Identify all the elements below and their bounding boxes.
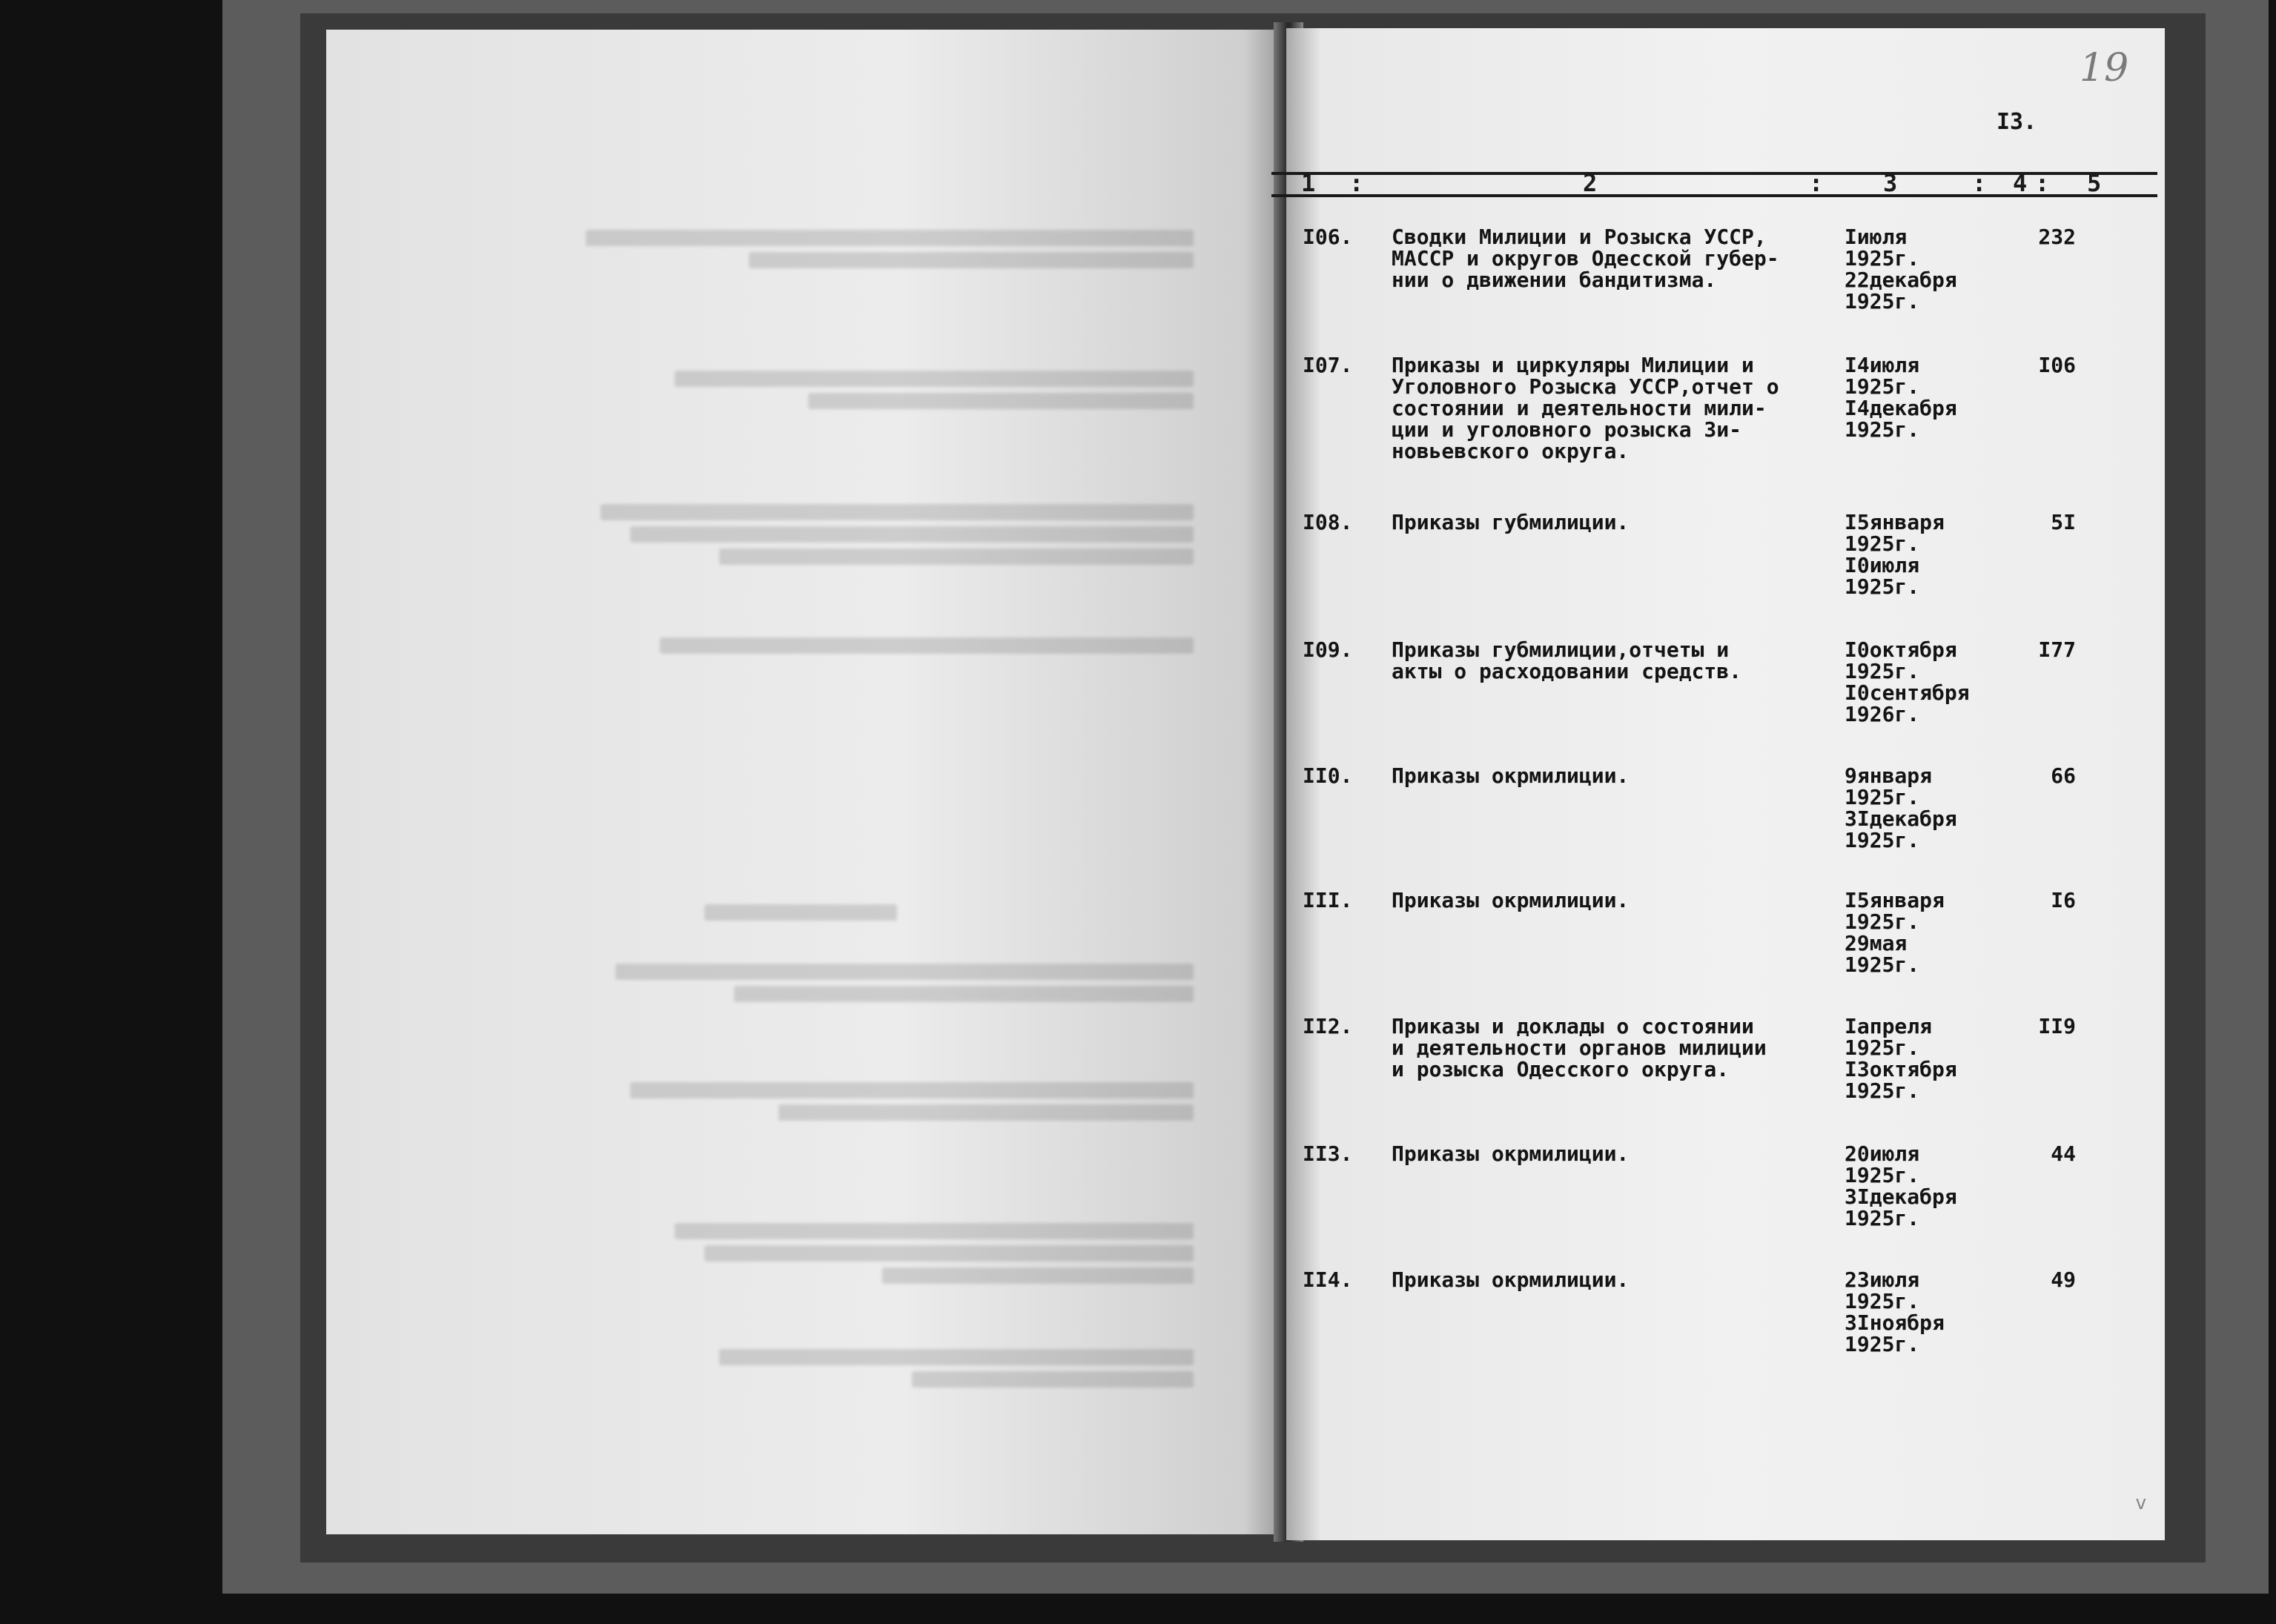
record-title: Сводки Милиции и Розыска УССР, МАССР и округов Одесской губер- нии о движении бандитизма. xyxy=(1392,225,1779,292)
record-title: Приказы губмилиции. xyxy=(1392,510,1630,534)
record-dates: 20июля 1925г. 3Iдекабря 1925г. xyxy=(1845,1141,1957,1230)
record-sheet-count: II9 xyxy=(2038,1014,2076,1038)
record-number: III. xyxy=(1303,888,1353,912)
column-header-2: 2 xyxy=(1583,169,1598,197)
column-header-5: 5 xyxy=(2087,169,2102,197)
record-title: Приказы окрмилиции. xyxy=(1392,763,1630,788)
record-title: Приказы губмилиции,отчеты и акты о расходовании средств. xyxy=(1392,637,1742,683)
record-number: II4. xyxy=(1303,1267,1353,1292)
record-dates: Iиюля 1925г. 22декабря 1925г. xyxy=(1845,225,1957,314)
record-sheet-count: 49 xyxy=(2051,1267,2076,1292)
column-header-1: 1 xyxy=(1301,169,1316,197)
column-header-4: 4 xyxy=(2013,169,2028,197)
record-number: I06. xyxy=(1303,225,1353,249)
record-number: I08. xyxy=(1303,510,1353,534)
record-title: Приказы окрмилиции. xyxy=(1392,888,1630,912)
column-separator: : xyxy=(2035,169,2050,197)
record-title: Приказы и доклады о состоянии и деятельности органов милиции и розыска Одесского округа. xyxy=(1392,1014,1767,1081)
record-number: II3. xyxy=(1303,1141,1353,1166)
mirrored-ghost-text xyxy=(326,30,1283,1534)
record-dates: Iапреля 1925г. I3октября 1925г. xyxy=(1845,1014,1957,1103)
record-sheet-count: I77 xyxy=(2038,637,2076,662)
column-separator: : xyxy=(1809,169,1824,197)
record-number: I09. xyxy=(1303,637,1353,662)
column-separator: : xyxy=(1349,169,1364,197)
record-number: II2. xyxy=(1303,1014,1353,1038)
record-dates: I4июля 1925г. I4декабря 1925г. xyxy=(1845,353,1957,442)
record-dates: 9января 1925г. 3Iдекабря 1925г. xyxy=(1845,763,1957,852)
record-sheet-count: I06 xyxy=(2038,353,2076,377)
record-dates: 23июля 1925г. 3Iноября 1925г. xyxy=(1845,1267,1945,1356)
record-dates: I0октября 1925г. I0сентября 1926г. xyxy=(1845,637,1970,726)
record-sheet-count: I6 xyxy=(2051,888,2076,912)
left-page-bleedthrough xyxy=(326,30,1283,1534)
check-mark: v xyxy=(2135,1492,2147,1514)
record-dates: I5января 1925г. 29мая 1925г. xyxy=(1845,888,1945,977)
record-title: Приказы окрмилиции. xyxy=(1392,1267,1630,1292)
record-title: Приказы окрмилиции. xyxy=(1392,1141,1630,1166)
record-sheet-count: 5I xyxy=(2051,510,2076,534)
record-title: Приказы и циркуляры Милиции и Уголовного Розыска УССР,отчет о состоянии и деятельности мили- ции и уголовного розыска Зи- новьевского округа. xyxy=(1392,353,1779,463)
record-number: II0. xyxy=(1303,763,1353,788)
record-number: I07. xyxy=(1303,353,1353,377)
column-separator: : xyxy=(1972,169,1987,197)
typed-sheet-number: I3. xyxy=(1997,109,2037,135)
record-sheet-count: 232 xyxy=(2038,225,2076,249)
pencil-folio-number: 19 xyxy=(2080,46,2129,90)
record-sheet-count: 44 xyxy=(2051,1141,2076,1166)
record-sheet-count: 66 xyxy=(2051,763,2076,788)
record-dates: I5января 1925г. I0июля 1925г. xyxy=(1845,510,1945,599)
column-header-3: 3 xyxy=(1883,169,1898,197)
